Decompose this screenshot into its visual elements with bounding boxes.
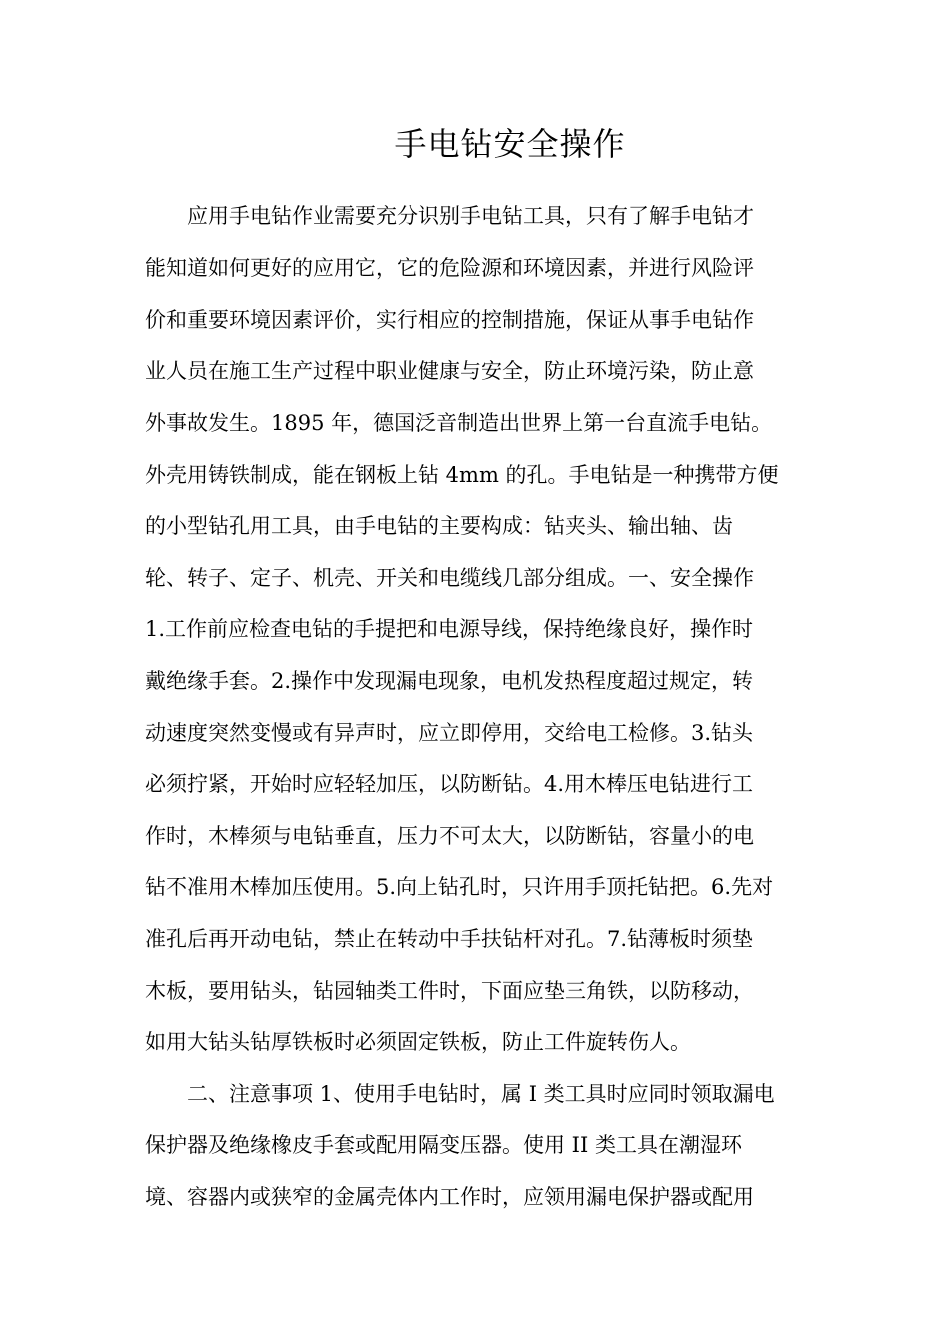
paragraph-1-line: 动速度突然变慢或有异声时，应立即停用，交给电工检修。3.钻头 <box>145 721 754 745</box>
paragraph-1-line: 能知道如何更好的应用它，它的危险源和环境因素，并进行风险评 <box>145 256 754 280</box>
paragraph-2-line: 二、注意事项 1、使用手电钻时，属 I 类工具时应同时领取漏电 <box>187 1082 775 1106</box>
paragraph-1-line: 的小型钻孔用工具，由手电钻的主要构成：钻夹头、输出轴、齿 <box>145 514 733 538</box>
paragraph-1-line: 价和重要环境因素评价，实行相应的控制措施，保证从事手电钻作 <box>145 308 754 332</box>
paragraph-2-line: 境、容器内或狭窄的金属壳体内工作时，应领用漏电保护器或配用 <box>145 1185 754 1209</box>
paragraph-1-line: 业人员在施工生产过程中职业健康与安全，防止环境污染，防止意 <box>145 359 754 383</box>
paragraph-1-line: 如用大钻头钻厚铁板时必须固定铁板，防止工件旋转伤人。 <box>145 1030 691 1054</box>
paragraph-1-line: 准孔后再开动电钻，禁止在转动中手扶钻杆对孔。7.钻薄板时须垫 <box>145 927 754 951</box>
paragraph-1-line: 1.工作前应检查电钻的手提把和电源导线，保持绝缘良好，操作时 <box>145 617 754 641</box>
paragraph-1-line: 应用手电钻作业需要充分识别手电钻工具，只有了解手电钻才 <box>187 204 754 228</box>
paragraph-1-line: 作时，木棒须与电钻垂直，压力不可太大，以防断钻，容量小的电 <box>145 824 754 848</box>
paragraph-2-line: 保护器及绝缘橡皮手套或配用隔变压器。使用 II 类工具在潮湿环 <box>145 1133 742 1157</box>
document-title: 手电钻安全操作 <box>394 125 626 163</box>
paragraph-1-line: 外事故发生。1895 年，德国泛音制造出世界上第一台直流手电钻。 <box>145 411 773 435</box>
paragraph-1-line: 戴绝缘手套。2.操作中发现漏电现象，电机发热程度超过规定，转 <box>145 669 754 693</box>
paragraph-1-line: 轮、转子、定子、机壳、开关和电缆线几部分组成。一、安全操作 <box>145 566 754 590</box>
paragraph-1-line: 木板，要用钻头，钻园轴类工件时，下面应垫三角铁，以防移动， <box>145 979 754 1003</box>
paragraph-1-line: 钻不准用木棒加压使用。5.向上钻孔时，只许用手顶托钻把。6.先对 <box>145 875 774 899</box>
paragraph-1-line: 必须拧紧，开始时应轻轻加压，以防断钻。4.用木棒压电钻进行工 <box>145 772 754 796</box>
paragraph-1-line: 外壳用铸铁制成，能在钢板上钻 4mm 的孔。手电钻是一种携带方便 <box>145 463 779 487</box>
